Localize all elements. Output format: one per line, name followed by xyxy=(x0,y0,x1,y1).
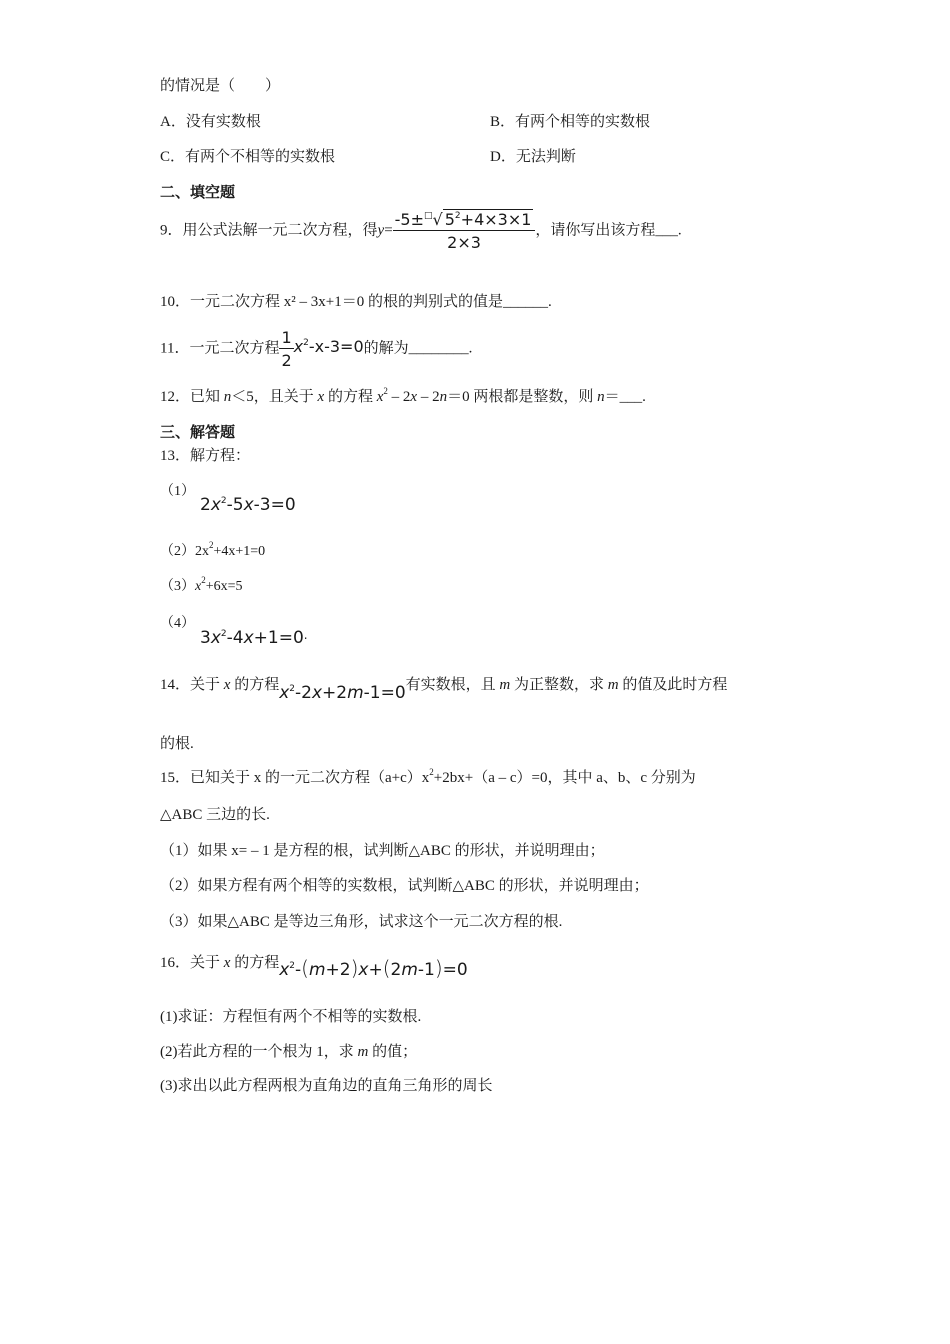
q13-p1-exp: 2 xyxy=(220,496,227,506)
q14-eq-x: x xyxy=(279,683,290,703)
q9-radicand-a: 5 xyxy=(444,210,455,229)
q16-eq-rparen-1: ) xyxy=(350,956,359,980)
q12-n2: n xyxy=(439,389,448,405)
q14-eq-exp: 2 xyxy=(289,684,295,694)
q15-line1-exp: 2 xyxy=(429,767,434,777)
q14-m2: m xyxy=(607,677,619,693)
q9-radical-icon: √ xyxy=(432,210,443,229)
q13-part4-label: （4） xyxy=(160,616,195,631)
q15-line1-a: 15．已知关于 x 的一元二次方程（a+c）x xyxy=(160,770,430,786)
q14-line1 xyxy=(160,674,728,703)
q16-eq-exp: 2 xyxy=(289,961,295,971)
q14-eq-c: -1=0 xyxy=(363,683,406,703)
q13-p3-a: x xyxy=(195,579,202,594)
q16-eq-plus: + xyxy=(368,960,383,980)
q9-radical-index: □ xyxy=(424,211,433,221)
q13-part2 xyxy=(160,542,265,562)
q16-x: x xyxy=(223,955,231,971)
q11-prefix: 11．一元二次方程 xyxy=(160,340,280,357)
q13-p1-rest-b: -3=0 xyxy=(253,495,296,515)
q12-exp: 2 xyxy=(383,386,388,396)
section-solve-heading: 三、解答题 xyxy=(160,425,236,441)
q14-equation xyxy=(279,683,405,703)
q12-x3: x xyxy=(410,389,418,405)
q8-option-c: C．有两个不相等的实数根 xyxy=(160,149,336,165)
q16-eq-rparen-2: ) xyxy=(434,956,443,980)
q8-option-a: A．没有实数根 xyxy=(160,114,261,130)
q9-denominator: 2×3 xyxy=(447,233,481,252)
q16-eq-m: m xyxy=(308,960,326,980)
q8-stem-tail: 的情况是（ ） xyxy=(160,78,281,94)
q15-part2: （2）如果方程有两个相等的实数根，试判断△ABC 的形状，并说明理由； xyxy=(160,878,649,894)
q8-option-b: B．有两个相等的实数根 xyxy=(490,114,651,130)
q8-option-d: D．无法判断 xyxy=(490,149,576,165)
q14-line2: 的根. xyxy=(160,736,194,752)
q15-part1: （1）如果 x= – 1 是方程的根，试判断△ABC 的形状，并说明理由； xyxy=(160,843,605,859)
q13-p1-coef: 2 xyxy=(200,495,211,515)
q12-text-d: – 2 xyxy=(387,389,411,405)
q12-n1: n xyxy=(223,389,232,405)
q16-p2-a: (2)若此方程的一个根为 1，求 xyxy=(160,1044,358,1060)
q13-part4-equation xyxy=(200,625,308,648)
q16-text-a: 16．关于 xyxy=(160,955,224,971)
q9-prefix: 9．用公式法解一元二次方程，得 xyxy=(160,222,378,239)
q16-part1: (1)求证：方程恒有两个不相等的实数根. xyxy=(160,1009,422,1025)
q13-title: 13．解方程： xyxy=(160,448,251,464)
q16-eq-plus2: +2 xyxy=(325,960,351,980)
q16-stem xyxy=(160,950,468,980)
q14-eq-x2: x xyxy=(311,683,323,703)
q12-n3: n xyxy=(597,389,605,405)
q13-p4-exp: 2 xyxy=(220,629,227,639)
q16-text-b: 的方程 xyxy=(230,955,280,971)
q16-eq-end: =0 xyxy=(442,960,468,980)
q9-fraction xyxy=(393,210,536,252)
q14-eq-a: -2 xyxy=(295,683,312,703)
q9-num-left: -5± xyxy=(394,210,425,229)
q13-p2-b: +4x+1=0 xyxy=(213,544,266,559)
q11-frac-num: 1 xyxy=(281,328,292,347)
q15-part3: （3）如果△ABC 是等边三角形，试求这个一元二次方程的根. xyxy=(160,914,563,930)
q12-text-b: ＜5，且关于 xyxy=(231,389,318,405)
q10: 10．一元二次方程 x² – 3x+1＝0 的根的判别式的值是______. xyxy=(160,294,552,310)
q14-text-e: 的值及此时方程 xyxy=(618,677,728,693)
q12-text-c: 的方程 xyxy=(324,389,377,405)
section-fill-in-heading: 二、填空题 xyxy=(160,185,236,201)
q11 xyxy=(160,328,472,370)
q13-p3-b: +6x=5 xyxy=(205,579,243,594)
q16-eq-lparen-1: ( xyxy=(301,956,309,980)
q16-part3: (3)求出以此方程两根为直角边的直角三角形的周长 xyxy=(160,1078,493,1094)
q9-y: y xyxy=(377,222,385,239)
q16-p2-b: 的值； xyxy=(368,1044,418,1060)
q16-part2 xyxy=(160,1042,417,1062)
q11-rest: -x-3=0 xyxy=(308,337,364,357)
q16-eq-m2: m xyxy=(401,960,418,980)
q14-eq-b: +2 xyxy=(322,683,348,703)
q15-line1 xyxy=(160,768,696,788)
q13-p4-coef: 3 xyxy=(200,628,211,648)
q13-p4-x2: x xyxy=(243,628,254,648)
q13-part3 xyxy=(160,577,243,597)
q14-text-c: 有实数根，且 xyxy=(405,677,500,693)
q12-text-e: – 2 xyxy=(417,389,440,405)
q13-p2-label: （2） xyxy=(160,544,195,559)
q16-eq-2: 2 xyxy=(390,960,402,980)
q16-equation xyxy=(279,956,468,980)
q14-eq-m: m xyxy=(347,683,364,703)
q15-line2: △ABC 三边的长. xyxy=(160,807,270,823)
q12-x1: x xyxy=(317,389,325,405)
q12 xyxy=(160,387,646,407)
q14-text-a: 14．关于 xyxy=(160,677,224,693)
q9-eq: = xyxy=(384,222,393,239)
q11-suffix: 的解为________. xyxy=(363,340,473,357)
q11-frac-den: 2 xyxy=(281,351,292,370)
q13-part1-label: （1） xyxy=(160,484,195,499)
q14-x: x xyxy=(223,677,231,693)
q13-p3-label: （3） xyxy=(160,579,195,594)
q13-p4-rest-b: +1=0 xyxy=(253,628,304,648)
q9-suffix: ，请你写出该方程___. xyxy=(535,222,682,239)
q13-p2-a: 2x xyxy=(195,544,209,559)
q13-part1-equation xyxy=(200,495,296,515)
q11-x: x xyxy=(293,337,304,357)
q12-text-a: 12．已知 xyxy=(160,389,224,405)
q16-eq-minus1: -1 xyxy=(417,960,435,980)
q11-fraction xyxy=(279,328,293,370)
q13-p3-exp: 2 xyxy=(201,575,206,585)
q16-p2-m: m xyxy=(357,1044,369,1060)
q13-p1-rest-a: -5 xyxy=(226,495,244,515)
q11-exp: 2 xyxy=(303,338,309,349)
q9-radicand-b: +4×3×1 xyxy=(460,210,532,229)
q13-p4-rest-a: -4 xyxy=(226,628,244,648)
q14-text-b: 的方程 xyxy=(230,677,280,693)
q12-text-f: ＝0 两根都是整数，则 xyxy=(447,389,598,405)
q14-text-d: 为正整数，求 xyxy=(510,677,608,693)
q13-p1-x: x xyxy=(210,495,221,515)
q16-eq-x2: x xyxy=(358,960,369,980)
q16-eq-minus: - xyxy=(295,960,302,980)
q12-text-g: ＝___. xyxy=(604,389,646,405)
q16-eq-x: x xyxy=(279,960,290,980)
q9-radicand-a-exp: 2 xyxy=(454,211,461,221)
q15-line1-b: +2bx+（a – c）=0，其中 a、b、c 分别为 xyxy=(433,770,696,786)
q9 xyxy=(160,210,682,252)
q14-m1: m xyxy=(499,677,511,693)
q12-x2: x xyxy=(376,389,384,405)
q13-p4-x: x xyxy=(210,628,221,648)
q16-eq-lparen-2: ( xyxy=(382,956,391,980)
q13-p2-exp: 2 xyxy=(209,540,214,550)
q13-p1-x2: x xyxy=(243,495,254,515)
q13-p4-dot: . xyxy=(303,628,308,642)
